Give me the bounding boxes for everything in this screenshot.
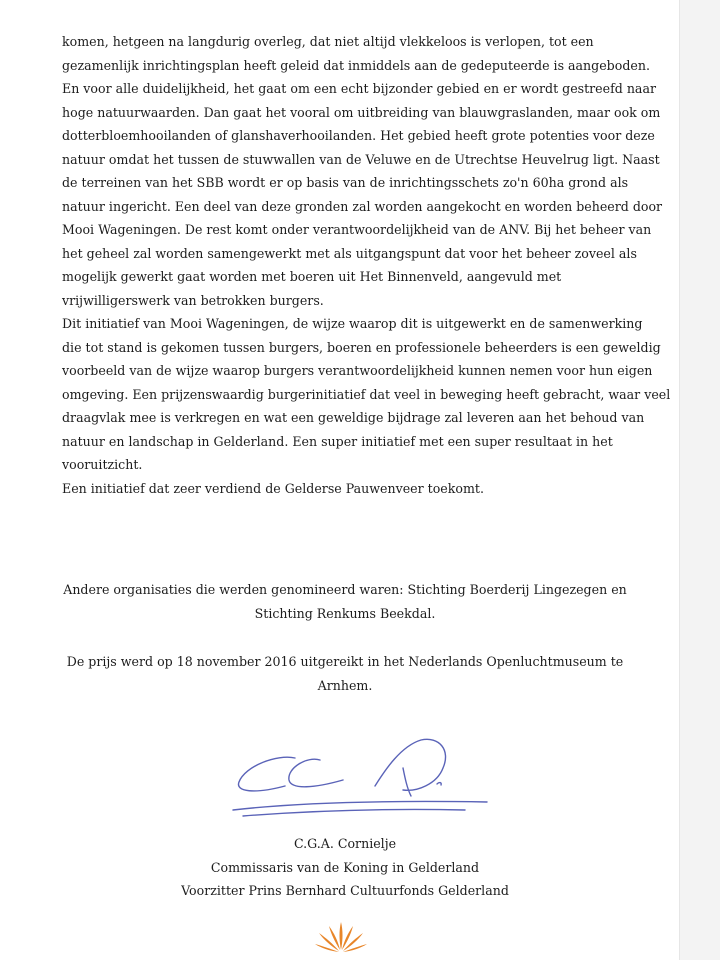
letter-body [62,30,672,500]
signer-title: Voorzitter Prins Bernhard Cultuurfonds Gelderland [181,883,509,898]
nominees-line: Stichting Renkums Beekdal. [254,605,436,621]
body-line: Een initiatief dat zeer verdiend de Gelderse Pauwenveer toekomt. [62,480,484,496]
signer-title: Commissaris van de Koning in Gelderland [210,859,480,875]
body-line: natuur omdat het tussen de stuwwallen van de Veluwe en de Utrechtse Heuvelrug ligt. Naast [62,151,660,167]
body-line: die tot stand is gekomen tussen burgers, boeren en professionele beheerders is een geweldig [62,339,661,355]
body-line: hoge natuurwaarden. Dan gaat het vooral om uitbreiding van blauwgraslanden, maar ook om [62,104,661,120]
body-line: gezamenlijk inrichtingsplan heeft geleid dat inmiddels aan de gedeputeerde is aangeboden. [62,57,650,73]
body-line: de terreinen van het SBB wordt er op basis van de inrichtingsschets zo'n 60ha grond als [62,175,629,190]
signer-name: C.G.A. Cornielje [293,836,397,851]
body-line: natuur ingericht. Een deel van deze gronden zal worden aangekocht en worden beheerd door [62,198,663,214]
prize-line: De prijs werd op 18 november 2016 uitgereikt in het Nederlands Openluchtmuseum te [66,654,624,669]
body-line: natuur en landschap in Gelderland. Een super initiatief met een super resultaat in het [62,433,613,449]
nominees-paragraph [40,578,650,625]
body-line: omgeving. Een prijzenswaardig burgerinitiatief dat veel in beweging heeft gebracht, waar veel [62,386,671,402]
nominees-line: Andere organisaties die werden genomineerd waren: Stichting Boerderij Lingezegen en [63,582,627,597]
signer-block [40,832,650,903]
body-line: het geheel zal worden samengewerkt met als uitgangspunt dat voor het beheer zoveel als [62,245,637,261]
body-line: Mooi Wageningen. De rest komt onder verantwoordelijkheid van de ANV. Bij het beheer van [62,222,652,237]
body-line: draagvlak mee is verkregen en wat een geweldige bijdrage zal leveren aan het behoud van [62,410,645,425]
body-line: komen, hetgeen na langdurig overleg, dat niet altijd vlekkeloos is verlopen, tot een [62,34,594,49]
body-line: dotterbloemhooilanden of glanshaverhooilanden. Het gebied heeft grote potenties voor deze [62,128,655,143]
prize-paragraph [40,650,650,697]
prize-line: Arnhem. [317,677,373,693]
body-line: En voor alle duidelijkheid, het gaat om een echt bijzonder gebied en er wordt gestreefd naar [62,81,656,96]
body-line: Dit initiatief van Mooi Wageningen, de wijze waarop dit is uitgewerkt en de samenwerking [62,316,643,331]
body-line: vrijwilligerswerk van betrokken burgers. [62,292,324,308]
body-line: vooruitzicht. [62,457,143,472]
body-line: mogelijk gewerkt gaat worden met boeren uit Het Binnenveld, aangevuld met [62,269,562,284]
page-edge-shadow [679,0,720,960]
body-line: voorbeeld van de wijze waarop burgers verantwoordelijkheid kunnen nemen voor hun eigen [62,363,653,378]
cultuurfonds-logo-icon [313,920,369,954]
signature-image [225,732,495,824]
